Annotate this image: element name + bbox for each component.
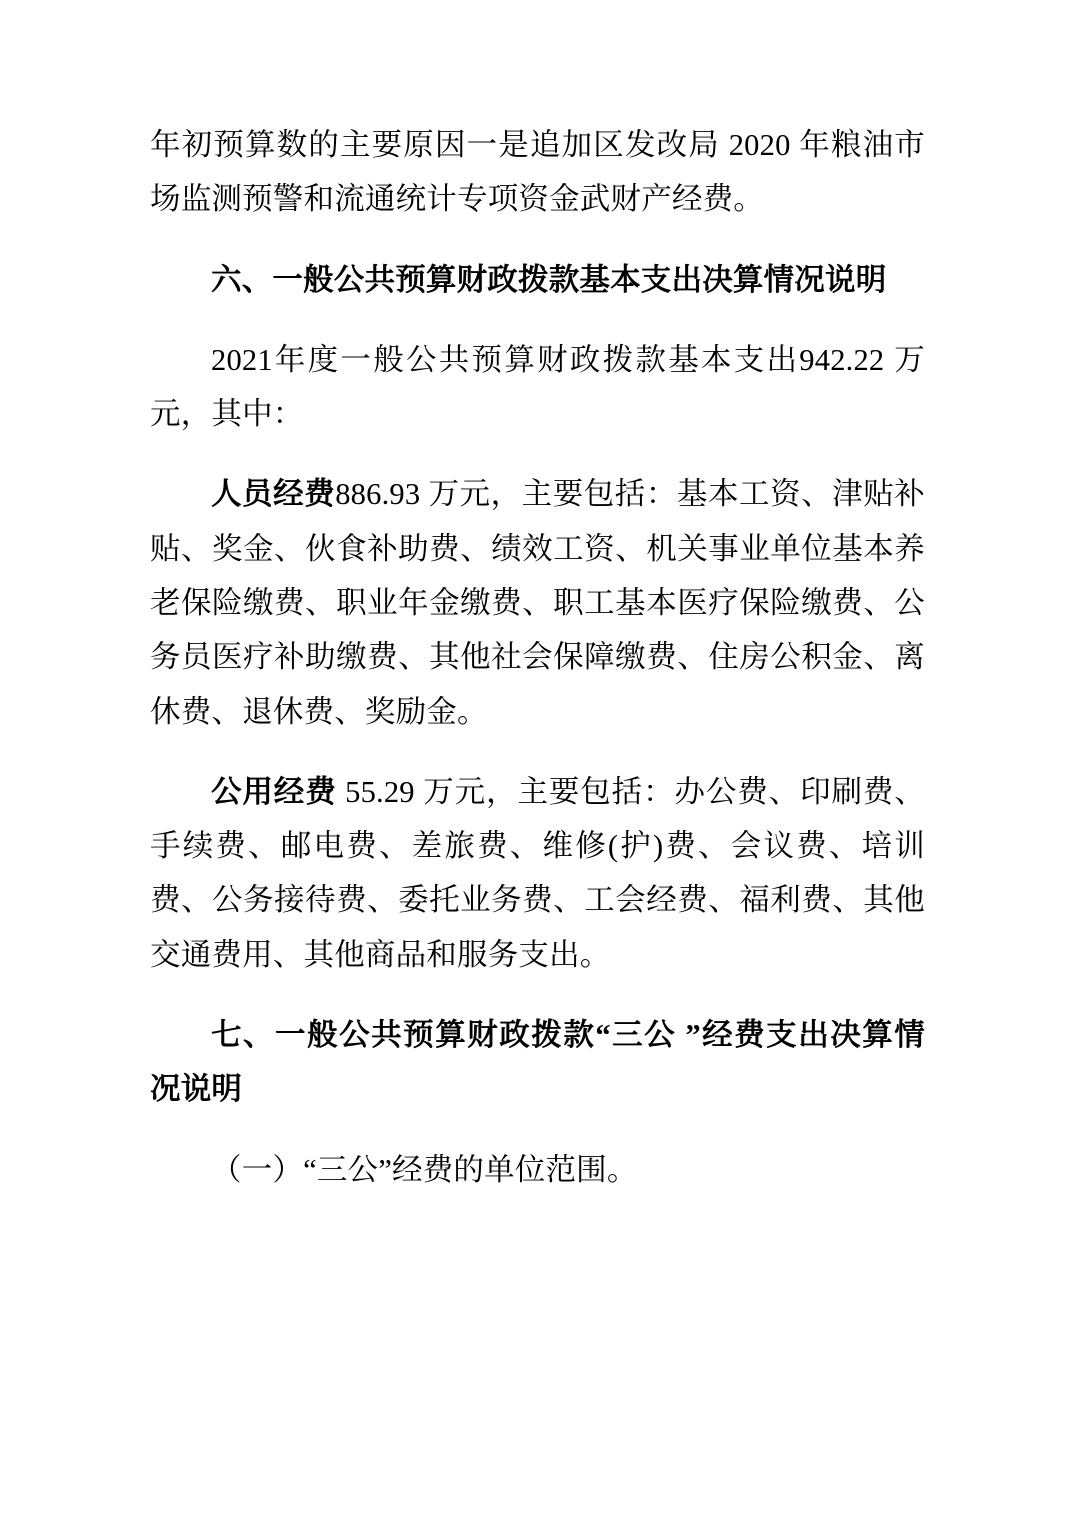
paragraph-personnel-expenses xyxy=(150,467,925,738)
personnel-expenses-label: 人员经费 xyxy=(211,477,336,512)
paragraph-budget-reason: 年初预算数的主要原因一是追加区发改局 2020 年粮油市场监测预警和流通统计专项资金武财产经费。 xyxy=(150,128,925,217)
personnel-expenses-text: 886.93 万元，主要包括：基本工资、津贴补贴、奖金、伙食补助费、绩效工资、机关事业单位基本养老保险缴费、职业年金缴费、职工基本医疗保险缴费、公务员医疗补助缴费、其他社会保障缴费、住房公积金、离休费、退休费、奖励金。 xyxy=(150,477,925,729)
public-expenses-text: 55.29 万元，主要包括：办公费、印刷费、手续费、邮电费、差旅费、维修(护)费、会议费、培训费、公务接待费、委托业务费、工会经费、福利费、其他交通费用、其他商品和服务支出。 xyxy=(150,774,925,972)
document-body xyxy=(150,118,925,1197)
paragraph-basic-expenditure-total: 2021年度一般公共预算财政拨款基本支出942.22 万元，其中： xyxy=(150,342,925,432)
heading-section-seven: 七、一般公共预算财政拨款“三公 ”经费支出决算情况说明 xyxy=(150,1017,925,1107)
paragraph-public-expenses xyxy=(150,765,925,982)
paragraph-scope-of-units: （一）“三公”经费的单位范围。 xyxy=(211,1152,638,1187)
public-expenses-label: 公用经费 xyxy=(211,774,337,809)
heading-section-six: 六、一般公共预算财政拨款基本支出决算情况说明 xyxy=(211,262,887,297)
